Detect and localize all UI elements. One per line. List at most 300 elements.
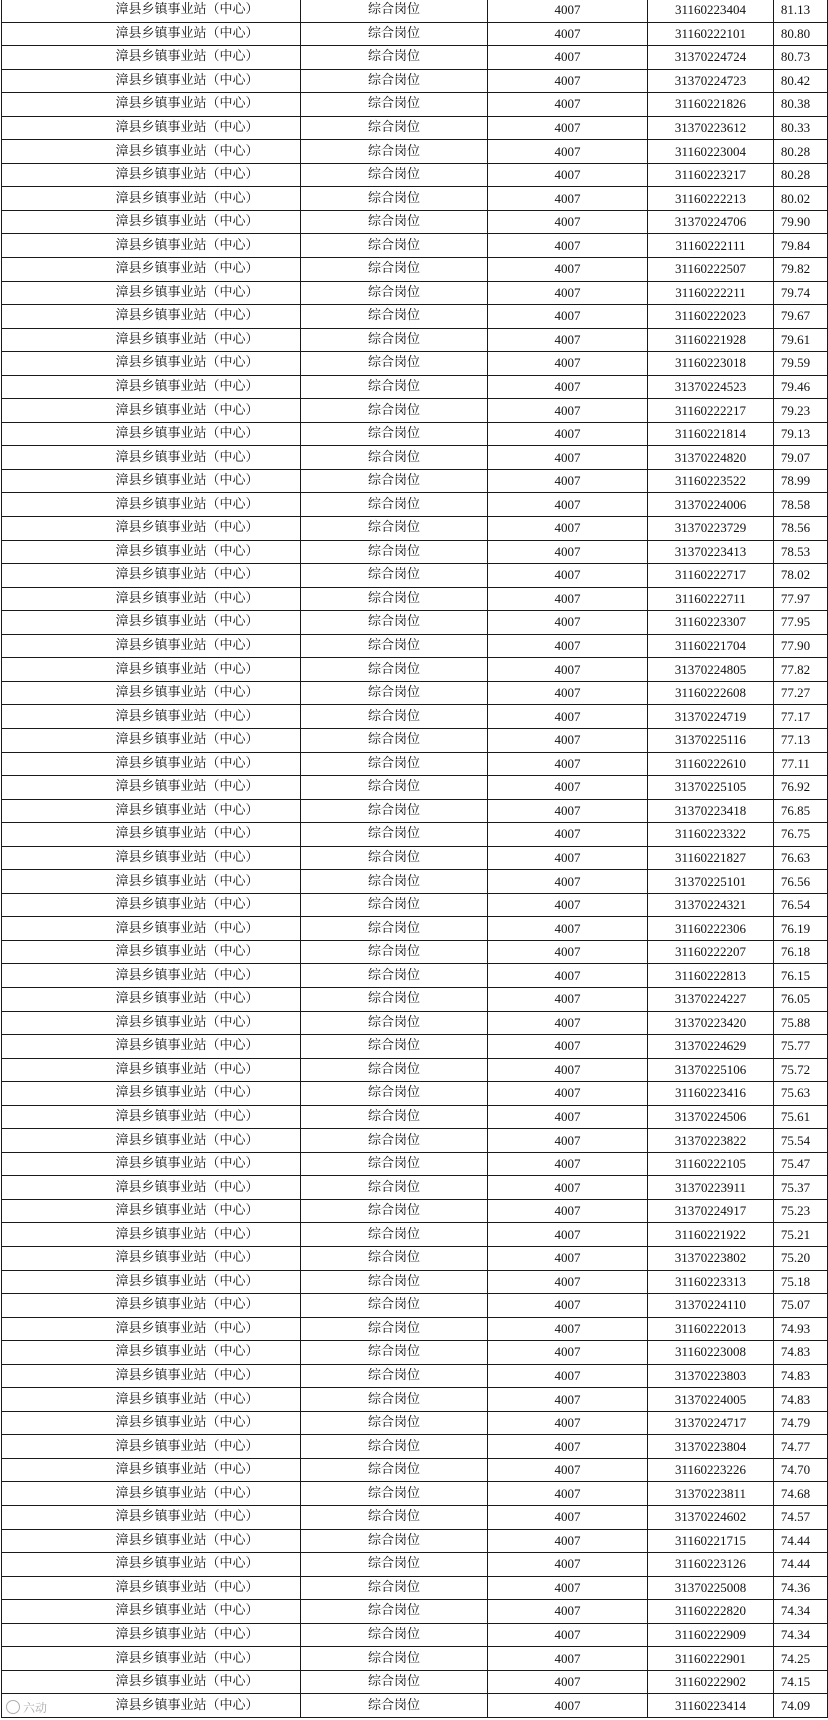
post-code-cell: 4007: [488, 964, 648, 988]
score-cell: 76.75: [774, 823, 828, 847]
post-code-cell: 4007: [488, 1553, 648, 1577]
table-row: [2, 1082, 828, 1106]
score-cell: 75.37: [774, 1176, 828, 1200]
ticket-number-cell: 31160222306: [648, 917, 774, 941]
unit-cell: 漳县乡镇事业站（中心）: [2, 375, 301, 399]
post-code-cell: 4007: [488, 1152, 648, 1176]
ticket-number-cell: 31370224723: [648, 69, 774, 93]
post-cell: 综合岗位: [301, 328, 488, 352]
post-cell: 综合岗位: [301, 234, 488, 258]
table-row: [2, 422, 828, 446]
table-row: [2, 1435, 828, 1459]
table-row: [2, 823, 828, 847]
post-code-cell: 4007: [488, 140, 648, 164]
post-code-cell: 4007: [488, 1435, 648, 1459]
post-cell: 综合岗位: [301, 1294, 488, 1318]
table-row: [2, 776, 828, 800]
post-code-cell: 4007: [488, 0, 648, 22]
score-cell: 79.46: [774, 375, 828, 399]
unit-cell: 漳县乡镇事业站（中心）: [2, 1694, 301, 1718]
score-cell: 77.27: [774, 681, 828, 705]
unit-cell: 漳县乡镇事业站（中心）: [2, 493, 301, 517]
unit-cell: 漳县乡镇事业站（中心）: [2, 1317, 301, 1341]
ticket-number-cell: 31160223414: [648, 1694, 774, 1718]
post-code-cell: 4007: [488, 1176, 648, 1200]
ticket-number-cell: 31370223420: [648, 1011, 774, 1035]
unit-cell: 漳县乡镇事业站（中心）: [2, 587, 301, 611]
ticket-number-cell: 31370224523: [648, 375, 774, 399]
results-table: [1, 0, 828, 1718]
unit-cell: 漳县乡镇事业站（中心）: [2, 1105, 301, 1129]
score-cell: 79.82: [774, 258, 828, 282]
ticket-number-cell: 31370225101: [648, 870, 774, 894]
score-cell: 77.95: [774, 611, 828, 635]
post-code-cell: 4007: [488, 1529, 648, 1553]
post-code-cell: 4007: [488, 22, 648, 46]
post-code-cell: 4007: [488, 1317, 648, 1341]
post-code-cell: 4007: [488, 1058, 648, 1082]
unit-cell: 漳县乡镇事业站（中心）: [2, 728, 301, 752]
post-cell: 综合岗位: [301, 940, 488, 964]
post-code-cell: 4007: [488, 1388, 648, 1412]
unit-cell: 漳县乡镇事业站（中心）: [2, 1411, 301, 1435]
score-cell: 74.79: [774, 1411, 828, 1435]
unit-cell: 漳县乡镇事业站（中心）: [2, 634, 301, 658]
ticket-number-cell: 31370223822: [648, 1129, 774, 1153]
ticket-number-cell: 31160222608: [648, 681, 774, 705]
ticket-number-cell: 31160221928: [648, 328, 774, 352]
score-cell: 79.23: [774, 399, 828, 423]
post-code-cell: 4007: [488, 446, 648, 470]
unit-cell: 漳县乡镇事业站（中心）: [2, 1294, 301, 1318]
post-cell: 综合岗位: [301, 517, 488, 541]
post-code-cell: 4007: [488, 776, 648, 800]
post-code-cell: 4007: [488, 1670, 648, 1694]
ticket-number-cell: 31370223418: [648, 799, 774, 823]
unit-cell: 漳县乡镇事业站（中心）: [2, 658, 301, 682]
score-cell: 78.58: [774, 493, 828, 517]
table-row: [2, 163, 828, 187]
score-cell: 74.83: [774, 1341, 828, 1365]
post-cell: 综合岗位: [301, 399, 488, 423]
ticket-number-cell: 31370223804: [648, 1435, 774, 1459]
ticket-number-cell: 31370223811: [648, 1482, 774, 1506]
ticket-number-cell: 31160223008: [648, 1341, 774, 1365]
score-cell: 75.77: [774, 1035, 828, 1059]
post-cell: 综合岗位: [301, 846, 488, 870]
ticket-number-cell: 31370224719: [648, 705, 774, 729]
unit-cell: 漳县乡镇事业站（中心）: [2, 987, 301, 1011]
score-cell: 77.97: [774, 587, 828, 611]
post-code-cell: 4007: [488, 1270, 648, 1294]
post-cell: 综合岗位: [301, 93, 488, 117]
ticket-number-cell: 31370224602: [648, 1506, 774, 1530]
unit-cell: 漳县乡镇事业站（中心）: [2, 1152, 301, 1176]
table-row: [2, 987, 828, 1011]
table-row: [2, 681, 828, 705]
score-cell: 80.80: [774, 22, 828, 46]
table-row: [2, 1294, 828, 1318]
score-cell: 74.09: [774, 1694, 828, 1718]
score-cell: 74.83: [774, 1388, 828, 1412]
unit-cell: 漳县乡镇事业站（中心）: [2, 611, 301, 635]
post-code-cell: 4007: [488, 399, 648, 423]
ticket-number-cell: 31160222902: [648, 1670, 774, 1694]
table-row: [2, 705, 828, 729]
score-cell: 80.28: [774, 163, 828, 187]
post-code-cell: 4007: [488, 1364, 648, 1388]
post-code-cell: 4007: [488, 517, 648, 541]
ticket-number-cell: 31160222717: [648, 564, 774, 588]
post-cell: 综合岗位: [301, 1223, 488, 1247]
ticket-number-cell: 31160222901: [648, 1647, 774, 1671]
score-cell: 74.57: [774, 1506, 828, 1530]
ticket-number-cell: 31370224917: [648, 1199, 774, 1223]
unit-cell: 漳县乡镇事业站（中心）: [2, 1458, 301, 1482]
post-code-cell: 4007: [488, 1506, 648, 1530]
score-cell: 74.83: [774, 1364, 828, 1388]
unit-cell: 漳县乡镇事业站（中心）: [2, 1129, 301, 1153]
table-row: [2, 234, 828, 258]
unit-cell: 漳县乡镇事业站（中心）: [2, 1482, 301, 1506]
table-row: [2, 1458, 828, 1482]
table-row: [2, 22, 828, 46]
unit-cell: 漳县乡镇事业站（中心）: [2, 1647, 301, 1671]
unit-cell: 漳县乡镇事业站（中心）: [2, 846, 301, 870]
post-cell: 综合岗位: [301, 540, 488, 564]
post-cell: 综合岗位: [301, 116, 488, 140]
score-cell: 75.72: [774, 1058, 828, 1082]
ticket-number-cell: 31160222610: [648, 752, 774, 776]
ticket-number-cell: 31370224321: [648, 893, 774, 917]
post-code-cell: 4007: [488, 1411, 648, 1435]
post-cell: 综合岗位: [301, 305, 488, 329]
table-row: [2, 1058, 828, 1082]
score-cell: 81.13: [774, 0, 828, 22]
post-cell: 综合岗位: [301, 375, 488, 399]
score-cell: 74.77: [774, 1435, 828, 1459]
score-cell: 77.90: [774, 634, 828, 658]
post-code-cell: 4007: [488, 469, 648, 493]
post-code-cell: 4007: [488, 799, 648, 823]
post-cell: 综合岗位: [301, 1270, 488, 1294]
score-cell: 77.13: [774, 728, 828, 752]
ticket-number-cell: 31370224005: [648, 1388, 774, 1412]
post-code-cell: 4007: [488, 234, 648, 258]
unit-cell: 漳县乡镇事业站（中心）: [2, 964, 301, 988]
score-cell: 75.61: [774, 1105, 828, 1129]
score-cell: 79.74: [774, 281, 828, 305]
post-cell: 综合岗位: [301, 1458, 488, 1482]
ticket-number-cell: 31160221814: [648, 422, 774, 446]
ticket-number-cell: 31160221827: [648, 846, 774, 870]
score-cell: 80.42: [774, 69, 828, 93]
table-row: [2, 210, 828, 234]
unit-cell: 漳县乡镇事业站（中心）: [2, 469, 301, 493]
post-code-cell: 4007: [488, 1223, 648, 1247]
score-cell: 78.56: [774, 517, 828, 541]
unit-cell: 漳县乡镇事业站（中心）: [2, 1058, 301, 1082]
score-cell: 80.33: [774, 116, 828, 140]
ticket-number-cell: 31160222507: [648, 258, 774, 282]
post-cell: 综合岗位: [301, 1105, 488, 1129]
table-row: [2, 1317, 828, 1341]
table-row: [2, 893, 828, 917]
ticket-number-cell: 31370223729: [648, 517, 774, 541]
table-row: [2, 1623, 828, 1647]
unit-cell: 漳县乡镇事业站（中心）: [2, 258, 301, 282]
post-cell: 综合岗位: [301, 870, 488, 894]
post-cell: 综合岗位: [301, 1623, 488, 1647]
post-code-cell: 4007: [488, 634, 648, 658]
table-row: [2, 46, 828, 70]
post-cell: 综合岗位: [301, 1647, 488, 1671]
post-cell: 综合岗位: [301, 446, 488, 470]
post-code-cell: 4007: [488, 210, 648, 234]
post-cell: 综合岗位: [301, 69, 488, 93]
post-cell: 综合岗位: [301, 1058, 488, 1082]
ticket-number-cell: 31160222101: [648, 22, 774, 46]
unit-cell: 漳县乡镇事业站（中心）: [2, 140, 301, 164]
post-cell: 综合岗位: [301, 611, 488, 635]
ticket-number-cell: 31160223004: [648, 140, 774, 164]
post-code-cell: 4007: [488, 1199, 648, 1223]
score-cell: 75.18: [774, 1270, 828, 1294]
ticket-number-cell: 31160221715: [648, 1529, 774, 1553]
post-code-cell: 4007: [488, 728, 648, 752]
unit-cell: 漳县乡镇事业站（中心）: [2, 1553, 301, 1577]
ticket-number-cell: 31160222217: [648, 399, 774, 423]
unit-cell: 漳县乡镇事业站（中心）: [2, 1623, 301, 1647]
ticket-number-cell: 31160223126: [648, 1553, 774, 1577]
table-row: [2, 281, 828, 305]
ticket-number-cell: 31160222013: [648, 1317, 774, 1341]
table-row: [2, 1364, 828, 1388]
unit-cell: 漳县乡镇事业站（中心）: [2, 1341, 301, 1365]
table-row: [2, 1246, 828, 1270]
table-row: [2, 1176, 828, 1200]
table-row: [2, 1341, 828, 1365]
score-cell: 76.15: [774, 964, 828, 988]
ticket-number-cell: 31160221704: [648, 634, 774, 658]
post-code-cell: 4007: [488, 1623, 648, 1647]
ticket-number-cell: 31160222111: [648, 234, 774, 258]
unit-cell: 漳县乡镇事业站（中心）: [2, 399, 301, 423]
unit-cell: 漳县乡镇事业站（中心）: [2, 0, 301, 22]
table-row: [2, 446, 828, 470]
post-code-cell: 4007: [488, 987, 648, 1011]
ticket-number-cell: 31160222711: [648, 587, 774, 611]
table-row: [2, 752, 828, 776]
table-row: [2, 540, 828, 564]
post-code-cell: 4007: [488, 258, 648, 282]
post-code-cell: 4007: [488, 1105, 648, 1129]
score-cell: 74.25: [774, 1647, 828, 1671]
post-cell: 综合岗位: [301, 1199, 488, 1223]
table-row: [2, 0, 828, 22]
ticket-number-cell: 31370223911: [648, 1176, 774, 1200]
score-cell: 76.19: [774, 917, 828, 941]
post-cell: 综合岗位: [301, 799, 488, 823]
post-code-cell: 4007: [488, 1647, 648, 1671]
ticket-number-cell: 31160223522: [648, 469, 774, 493]
score-cell: 74.36: [774, 1576, 828, 1600]
score-cell: 80.28: [774, 140, 828, 164]
table-row: [2, 305, 828, 329]
table-row: [2, 1506, 828, 1530]
table-row: [2, 1011, 828, 1035]
ticket-number-cell: 31160222023: [648, 305, 774, 329]
table-row: [2, 799, 828, 823]
post-code-cell: 4007: [488, 1458, 648, 1482]
unit-cell: 漳县乡镇事业站（中心）: [2, 1529, 301, 1553]
score-cell: 75.20: [774, 1246, 828, 1270]
unit-cell: 漳县乡镇事业站（中心）: [2, 1176, 301, 1200]
score-cell: 75.88: [774, 1011, 828, 1035]
ticket-number-cell: 31160223018: [648, 352, 774, 376]
unit-cell: 漳县乡镇事业站（中心）: [2, 917, 301, 941]
post-cell: 综合岗位: [301, 1317, 488, 1341]
score-cell: 80.38: [774, 93, 828, 117]
unit-cell: 漳县乡镇事业站（中心）: [2, 823, 301, 847]
ticket-number-cell: 31370224820: [648, 446, 774, 470]
unit-cell: 漳县乡镇事业站（中心）: [2, 46, 301, 70]
ticket-number-cell: 31160223404: [648, 0, 774, 22]
table-row: [2, 399, 828, 423]
post-cell: 综合岗位: [301, 22, 488, 46]
score-cell: 75.54: [774, 1129, 828, 1153]
post-cell: 综合岗位: [301, 1435, 488, 1459]
ticket-number-cell: 31160223313: [648, 1270, 774, 1294]
score-cell: 79.84: [774, 234, 828, 258]
post-code-cell: 4007: [488, 1694, 648, 1718]
unit-cell: 漳县乡镇事业站（中心）: [2, 281, 301, 305]
post-cell: 综合岗位: [301, 1035, 488, 1059]
unit-cell: 漳县乡镇事业站（中心）: [2, 1199, 301, 1223]
ticket-number-cell: 31370225105: [648, 776, 774, 800]
post-code-cell: 4007: [488, 940, 648, 964]
post-cell: 综合岗位: [301, 776, 488, 800]
post-cell: 综合岗位: [301, 1411, 488, 1435]
table-row: [2, 611, 828, 635]
post-cell: 综合岗位: [301, 1506, 488, 1530]
post-code-cell: 4007: [488, 540, 648, 564]
ticket-number-cell: 31160223416: [648, 1082, 774, 1106]
post-cell: 综合岗位: [301, 1388, 488, 1412]
table-row: [2, 1035, 828, 1059]
post-cell: 综合岗位: [301, 1152, 488, 1176]
unit-cell: 漳县乡镇事业站（中心）: [2, 1435, 301, 1459]
ticket-number-cell: 31160222207: [648, 940, 774, 964]
table-row: [2, 93, 828, 117]
watermark-text: 六动: [23, 1701, 48, 1715]
post-code-cell: 4007: [488, 1482, 648, 1506]
unit-cell: 漳县乡镇事业站（中心）: [2, 352, 301, 376]
unit-cell: 漳县乡镇事业站（中心）: [2, 163, 301, 187]
score-cell: 76.85: [774, 799, 828, 823]
unit-cell: 漳县乡镇事业站（中心）: [2, 422, 301, 446]
unit-cell: 漳县乡镇事业站（中心）: [2, 1364, 301, 1388]
unit-cell: 漳县乡镇事业站（中心）: [2, 540, 301, 564]
post-cell: 综合岗位: [301, 210, 488, 234]
post-code-cell: 4007: [488, 658, 648, 682]
unit-cell: 漳县乡镇事业站（中心）: [2, 1388, 301, 1412]
unit-cell: 漳县乡镇事业站（中心）: [2, 893, 301, 917]
score-cell: 78.53: [774, 540, 828, 564]
post-cell: 综合岗位: [301, 658, 488, 682]
post-cell: 综合岗位: [301, 1129, 488, 1153]
post-code-cell: 4007: [488, 163, 648, 187]
unit-cell: 漳县乡镇事业站（中心）: [2, 446, 301, 470]
score-cell: 75.07: [774, 1294, 828, 1318]
post-code-cell: 4007: [488, 587, 648, 611]
score-cell: 74.15: [774, 1670, 828, 1694]
post-cell: 综合岗位: [301, 469, 488, 493]
unit-cell: 漳县乡镇事业站（中心）: [2, 1082, 301, 1106]
post-cell: 综合岗位: [301, 587, 488, 611]
post-cell: 综合岗位: [301, 681, 488, 705]
ticket-number-cell: 31370224629: [648, 1035, 774, 1059]
score-cell: 77.11: [774, 752, 828, 776]
table-row: [2, 1670, 828, 1694]
table-row: [2, 940, 828, 964]
post-code-cell: 4007: [488, 870, 648, 894]
unit-cell: 漳县乡镇事业站（中心）: [2, 517, 301, 541]
post-code-cell: 4007: [488, 328, 648, 352]
unit-cell: 漳县乡镇事业站（中心）: [2, 93, 301, 117]
score-cell: 80.02: [774, 187, 828, 211]
post-code-cell: 4007: [488, 917, 648, 941]
table-row: [2, 1576, 828, 1600]
post-code-cell: 4007: [488, 1341, 648, 1365]
ticket-number-cell: 31160222105: [648, 1152, 774, 1176]
table-row: [2, 587, 828, 611]
table-row: [2, 564, 828, 588]
watermark-logo-icon: [6, 1700, 20, 1714]
score-cell: 77.17: [774, 705, 828, 729]
unit-cell: 漳县乡镇事业站（中心）: [2, 776, 301, 800]
table-row: [2, 1129, 828, 1153]
table-row: [2, 1152, 828, 1176]
unit-cell: 漳县乡镇事业站（中心）: [2, 1670, 301, 1694]
ticket-number-cell: 31370224506: [648, 1105, 774, 1129]
post-cell: 综合岗位: [301, 917, 488, 941]
post-cell: 综合岗位: [301, 705, 488, 729]
post-code-cell: 4007: [488, 493, 648, 517]
unit-cell: 漳县乡镇事业站（中心）: [2, 1270, 301, 1294]
post-code-cell: 4007: [488, 116, 648, 140]
table-row: [2, 728, 828, 752]
table-row: [2, 187, 828, 211]
table-row: [2, 1647, 828, 1671]
score-cell: 76.92: [774, 776, 828, 800]
unit-cell: 漳县乡镇事业站（中心）: [2, 681, 301, 705]
table-row: [2, 116, 828, 140]
ticket-number-cell: 31370224706: [648, 210, 774, 234]
table-row: [2, 69, 828, 93]
ticket-number-cell: 31160221922: [648, 1223, 774, 1247]
score-cell: 74.44: [774, 1529, 828, 1553]
score-cell: 75.21: [774, 1223, 828, 1247]
post-cell: 综合岗位: [301, 987, 488, 1011]
unit-cell: 漳县乡镇事业站（中心）: [2, 940, 301, 964]
post-cell: 综合岗位: [301, 493, 488, 517]
post-code-cell: 4007: [488, 305, 648, 329]
score-cell: 76.54: [774, 893, 828, 917]
post-code-cell: 4007: [488, 1600, 648, 1624]
post-code-cell: 4007: [488, 46, 648, 70]
unit-cell: 漳县乡镇事业站（中心）: [2, 564, 301, 588]
